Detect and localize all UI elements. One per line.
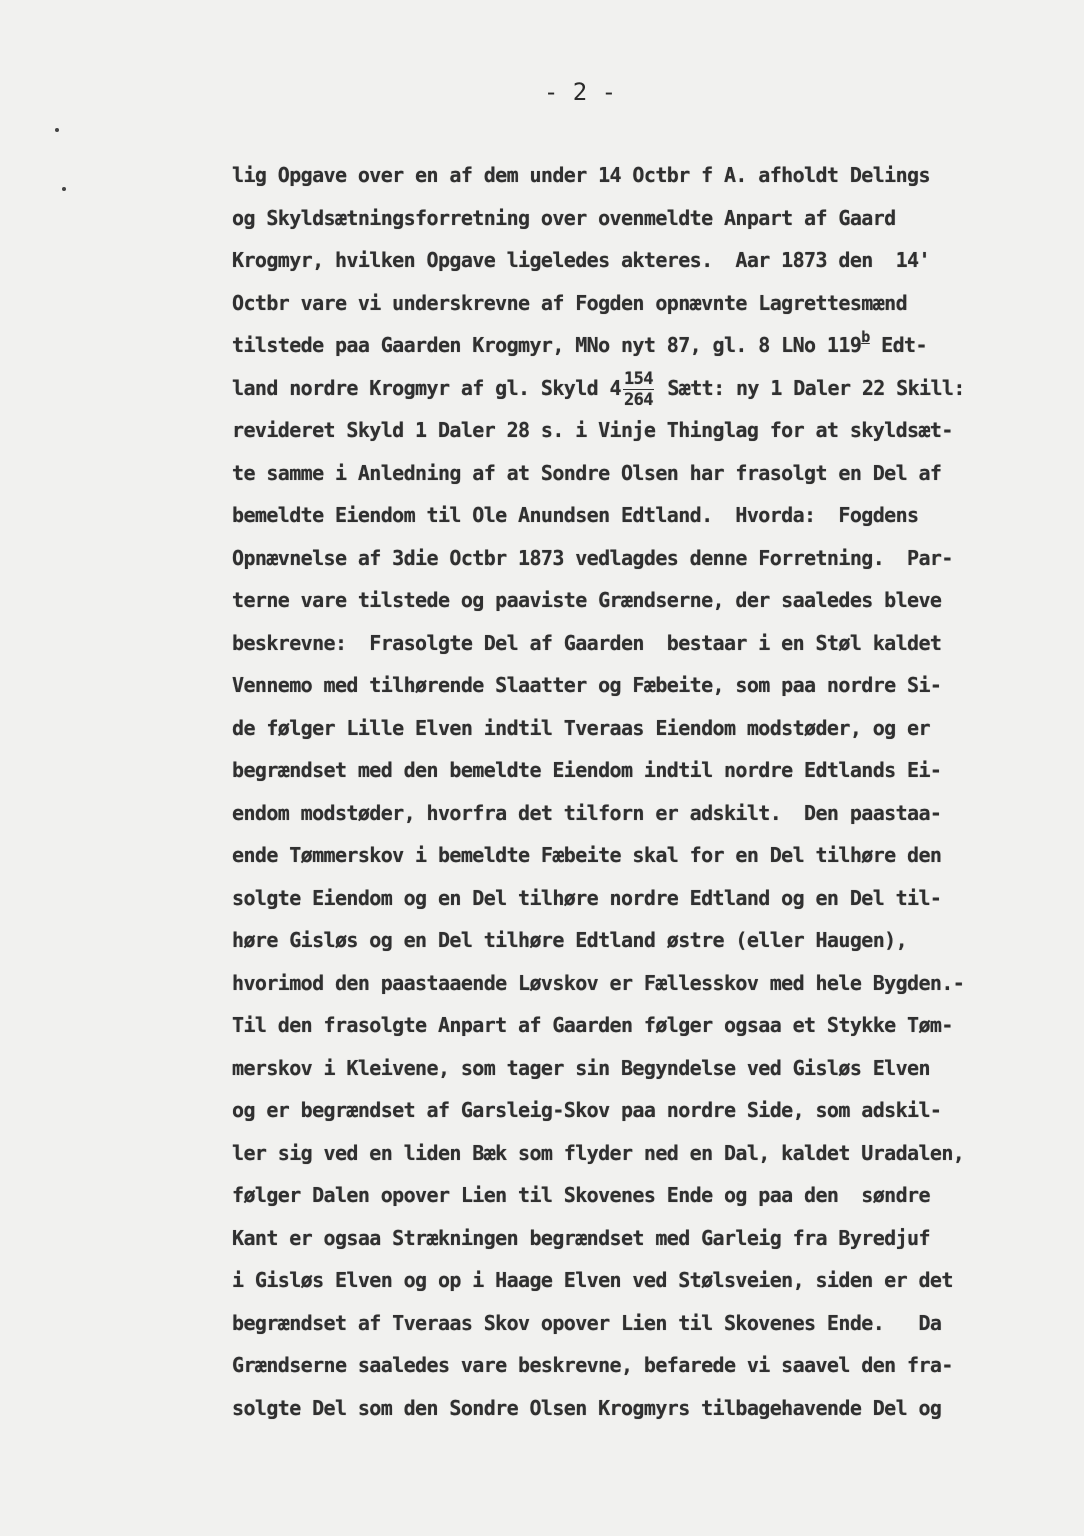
text-line: begrændset af Tveraas Skov opover Lien til Skovenes Ende. Da: [232, 1310, 942, 1335]
text-line: [232, 324, 1052, 367]
text-line-segment: Edt-: [869, 333, 927, 357]
margin-mark: [55, 128, 59, 132]
text-line: lig Opgave over en af dem under 14 Octbr f A. afholdt Delings: [232, 163, 930, 187]
text-line: terne vare tilstede og paaviste Grændserne, der saaledes bleve: [232, 588, 942, 612]
text-line: merskov i Kleivene, som tager sin Begyndelse ved Gisløs Elven: [232, 1055, 930, 1080]
page-number: - 2 -: [543, 78, 617, 106]
text-line-segment: Sætt: ny 1 Daler 22 Skill:: [655, 375, 965, 400]
text-line: og Skyldsætningsforretning over ovenmeldte Anpart af Gaard: [232, 205, 896, 230]
fraction: [623, 369, 654, 410]
text-line: Octbr vare vi underskrevne af Fogden opnævnte Lagrettesmænd: [232, 290, 908, 315]
text-line: begrændset med den bemeldte Eiendom indtil nordre Edtlands Ei-: [232, 758, 942, 782]
text-line: Krogmyr, hvilken Opgave ligeledes akteres. Aar 1873 den 14': [232, 248, 930, 272]
text-line: følger Dalen opover Lien til Skovenes Ende og paa den søndre: [232, 1183, 930, 1207]
typed-text-body: [232, 154, 1052, 1429]
text-line: høre Gisløs og en Del tilhøre Edtland østre (eller Haugen),: [232, 928, 908, 952]
text-line: i Gisløs Elven og op i Haage Elven ved Stølsveien, siden er det: [232, 1268, 953, 1292]
superscript: b: [861, 328, 870, 346]
text-line: revideret Skyld 1 Daler 28 s. i Vinje Thinglag for at skyldsæt-: [232, 418, 953, 442]
text-line: solgte Eiendom og en Del tilhøre nordre Edtland og en Del til-: [232, 885, 942, 910]
text-line: de følger Lille Elven indtil Tveraas Eiendom modstøder, og er: [232, 715, 930, 740]
text-line: Grændserne saaledes vare beskrevne, befarede vi saavel den fra-: [232, 1353, 953, 1377]
text-line: bemeldte Eiendom til Ole Anundsen Edtland. Hvorda: Fogdens: [232, 503, 919, 527]
text-line: og er begrændset af Garsleig-Skov paa nordre Side, som adskil-: [232, 1098, 942, 1122]
text-line: Vennemo med tilhørende Slaatter og Fæbeite, som paa nordre Si-: [232, 673, 942, 697]
fraction-denominator: 264: [624, 389, 653, 410]
text-line: solgte Del som den Sondre Olsen Krogmyrs tilbagehavende Del og: [232, 1395, 942, 1420]
text-line: te samme i Anledning af at Sondre Olsen har frasolgt en Del af: [232, 460, 942, 485]
text-line: Kant er ogsaa Strækningen begrændset med Garleig fra Byredjuf: [232, 1225, 930, 1250]
text-line-segment: land nordre Krogmyr af gl. Skyld 4: [232, 375, 621, 400]
text-line: ende Tømmerskov i bemeldte Fæbeite skal for en Del tilhøre den: [232, 843, 942, 867]
fraction-numerator: 154: [624, 368, 653, 389]
text-line: Opnævnelse af 3die Octbr 1873 vedlagdes denne Forretning. Par-: [232, 545, 953, 570]
margin-mark: [62, 187, 66, 191]
text-line: [232, 367, 1052, 410]
text-line: endom modstøder, hvorfra det tilforn er adskilt. Den paastaa-: [232, 800, 942, 825]
text-line-segment: tilstede paa Gaarden Krogmyr, MNo nyt 87, gl. 8 LNo 119: [232, 333, 862, 357]
text-line: beskrevne: Frasolgte Del af Gaarden bestaar i en Støl kaldet: [232, 630, 942, 655]
text-line: Til den frasolgte Anpart af Gaarden følger ogsaa et Stykke Tøm-: [232, 1013, 953, 1037]
text-line: hvorimod den paastaaende Løvskov er Fællesskov med hele Bygden.-: [232, 970, 965, 995]
text-line: ler sig ved en liden Bæk som flyder ned en Dal, kaldet Uradalen,: [232, 1140, 965, 1165]
